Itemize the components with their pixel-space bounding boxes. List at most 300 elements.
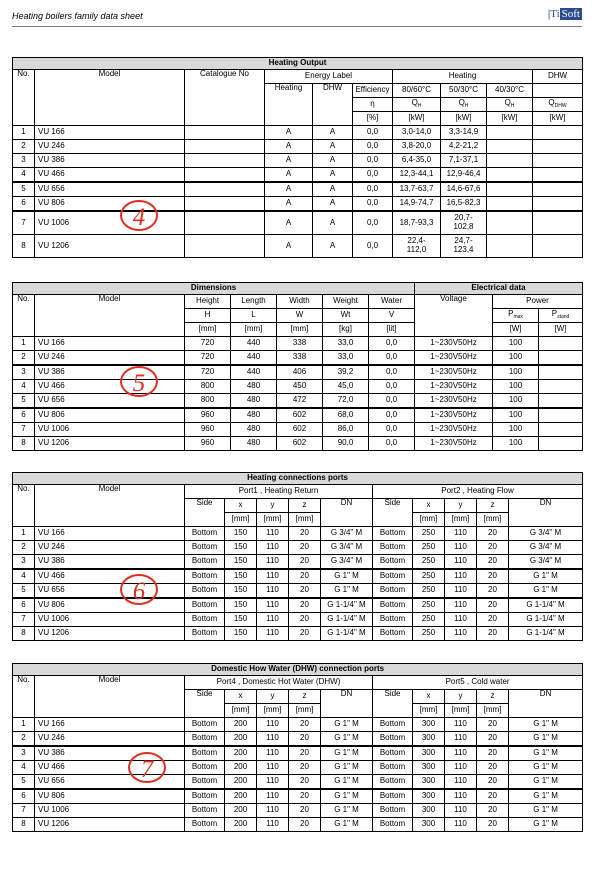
table-cell: 20 [477, 732, 509, 747]
table-cell: 4 [13, 761, 35, 775]
table-cell: 110 [257, 598, 289, 613]
table-cell: 150 [225, 541, 257, 555]
table-cell: 20 [477, 555, 509, 570]
unit-lit: [lit] [369, 323, 415, 337]
table-cell: 7 [13, 423, 35, 437]
table-cell: 39,2 [323, 365, 369, 380]
table-cell: 200 [225, 746, 257, 761]
table-cell: 300 [413, 761, 445, 775]
table-cell: 480 [231, 408, 277, 423]
table-cell: A [313, 182, 353, 197]
table-cell: 110 [445, 761, 477, 775]
table-cell: A [313, 235, 353, 258]
sub-dn: DN [321, 690, 373, 718]
table-cell: VU 806 [35, 197, 185, 212]
table-cell: Bottom [373, 569, 413, 584]
table-cell: 100 [493, 351, 539, 366]
table-cell: 250 [413, 569, 445, 584]
table-cell: 110 [257, 761, 289, 775]
table-cell: 0,0 [369, 337, 415, 351]
table-row [13, 527, 583, 541]
table-cell: 7 [13, 211, 35, 235]
table-cell: 1 [13, 527, 35, 541]
table-cell: 200 [225, 732, 257, 747]
heating-output-title: Heating Output [13, 58, 583, 70]
table-cell: 200 [225, 718, 257, 732]
table-cell: 20 [289, 555, 321, 570]
table-cell: VU 1006 [35, 423, 185, 437]
sub-z: z [289, 499, 321, 513]
table-cell: VU 806 [35, 789, 185, 804]
table-cell: G 1" M [321, 569, 373, 584]
table-cell: 200 [225, 761, 257, 775]
table-row [13, 365, 583, 380]
table-cell: Bottom [185, 718, 225, 732]
table-cell: VU 1006 [35, 804, 185, 818]
sub-z: z [477, 499, 509, 513]
table-cell: 110 [445, 789, 477, 804]
table-row [13, 140, 583, 154]
table-row [13, 761, 583, 775]
table-cell: 4 [13, 380, 35, 394]
table-row [13, 569, 583, 584]
table-row [13, 746, 583, 761]
electrical-title: Electrical data [415, 283, 583, 295]
table-cell: VU 656 [35, 584, 185, 599]
table-cell: 960 [185, 408, 231, 423]
table-cell: Bottom [373, 598, 413, 613]
table-cell: 110 [445, 775, 477, 790]
table-cell: G 1" M [321, 818, 373, 832]
table-cell: 8 [13, 627, 35, 641]
table-row [13, 627, 583, 641]
table-cell: 22,4- 112,0 [393, 235, 441, 258]
table-cell: 406 [277, 365, 323, 380]
unit-mm: [mm] [477, 704, 509, 718]
table-cell: 3,0-14,0 [393, 126, 441, 140]
table-cell: 1~230V50Hz [415, 351, 493, 366]
table-cell: 3 [13, 555, 35, 570]
table-cell: A [313, 168, 353, 183]
table-cell: Bottom [373, 761, 413, 775]
heating-ports-rows [13, 527, 583, 641]
table-cell [185, 154, 265, 168]
table-cell: 0,0 [353, 126, 393, 140]
table-cell [533, 154, 583, 168]
table-cell: Bottom [185, 732, 225, 747]
unit-mm: [mm] [445, 513, 477, 527]
sym-qdhw: $Q_{DHW}$ [533, 98, 583, 112]
table-cell: 200 [225, 804, 257, 818]
table-row [13, 211, 583, 235]
unit-mm: [mm] [445, 704, 477, 718]
table-cell: 20 [289, 761, 321, 775]
col-weight: Weight [323, 295, 369, 309]
table-cell: 5 [13, 775, 35, 790]
table-cell [185, 140, 265, 154]
table-cell: 20 [477, 527, 509, 541]
table-cell: Bottom [185, 627, 225, 641]
table-cell: 20 [289, 527, 321, 541]
table-cell: 20 [289, 598, 321, 613]
table-cell: 0,0 [369, 408, 415, 423]
col-voltage: Voltage [415, 295, 493, 337]
table-cell: 960 [185, 423, 231, 437]
table-cell: Bottom [373, 555, 413, 570]
table-cell: VU 466 [35, 761, 185, 775]
col-heating-group: Heating [393, 70, 533, 84]
col-dhw-group: DHW [533, 70, 583, 84]
table-cell: 1~230V50Hz [415, 408, 493, 423]
table-cell: VU 166 [35, 337, 185, 351]
table-cell: Bottom [185, 527, 225, 541]
col-height: Height [185, 295, 231, 309]
sub-8060: 80/60°C [393, 84, 441, 98]
table-row [13, 555, 583, 570]
col-water: Water [369, 295, 415, 309]
table-cell: Bottom [185, 761, 225, 775]
table-cell: 20 [289, 775, 321, 790]
port4-header: Port4 , Domestic Hot Water (DHW) [185, 676, 373, 690]
table-cell: G 1" M [509, 818, 583, 832]
table-cell: G 1-1/4" M [321, 627, 373, 641]
table-cell: 1 [13, 126, 35, 140]
sub-side: Side [373, 499, 413, 527]
table-cell: 1~230V50Hz [415, 380, 493, 394]
sub-y: y [257, 690, 289, 704]
sym-pmax: $P_{max}$ [493, 309, 539, 323]
table-cell: 110 [445, 613, 477, 627]
table-cell: 602 [277, 408, 323, 423]
table-cell: 450 [277, 380, 323, 394]
table-cell: 20 [477, 541, 509, 555]
table-cell: A [313, 126, 353, 140]
table-cell: 100 [493, 337, 539, 351]
document-title: Heating boilers family data sheet [12, 11, 143, 21]
table-cell: VU 656 [35, 394, 185, 409]
table-cell: 20 [289, 541, 321, 555]
sub-efficiency: Efficiency [353, 84, 393, 98]
table-cell: 110 [445, 569, 477, 584]
table-cell: 1 [13, 718, 35, 732]
sub-side: Side [185, 499, 225, 527]
table-cell [539, 351, 583, 366]
table-cell: A [265, 154, 313, 168]
sub-dn: DN [509, 499, 583, 527]
table-cell: G 3/4" M [321, 527, 373, 541]
table-cell: 20 [289, 613, 321, 627]
table-cell: VU 806 [35, 408, 185, 423]
table-cell: 110 [445, 818, 477, 832]
dimensions-rows [13, 337, 583, 451]
table-cell [533, 211, 583, 235]
table-cell: VU 166 [35, 718, 185, 732]
col-model: Model [35, 485, 185, 527]
table-cell: Bottom [373, 584, 413, 599]
table-cell: 5 [13, 584, 35, 599]
col-no: No. [13, 485, 35, 527]
table-cell: 720 [185, 365, 231, 380]
table-cell: 250 [413, 584, 445, 599]
table-cell: 0,0 [369, 437, 415, 451]
col-no: No. [13, 676, 35, 718]
unit-mm: [mm] [257, 704, 289, 718]
table-cell: 110 [257, 613, 289, 627]
table-cell: VU 1006 [35, 613, 185, 627]
table-cell: 110 [257, 804, 289, 818]
table-cell: Bottom [185, 789, 225, 804]
table-cell: A [313, 197, 353, 212]
table-cell: 2 [13, 351, 35, 366]
table-cell: 150 [225, 555, 257, 570]
table-cell: 14,9-74,7 [393, 197, 441, 212]
col-energy-label: Energy Label [265, 70, 393, 84]
table-cell: 45,0 [323, 380, 369, 394]
table-cell: 8 [13, 818, 35, 832]
sym-qh: $Q_H$ [393, 98, 441, 112]
table-cell: G 1" M [321, 761, 373, 775]
table-cell: 86,0 [323, 423, 369, 437]
table-cell: 480 [231, 437, 277, 451]
table-cell [539, 394, 583, 409]
table-cell: 300 [413, 718, 445, 732]
table-cell: 110 [257, 746, 289, 761]
table-cell [487, 197, 533, 212]
table-row [13, 437, 583, 451]
table-cell: 2 [13, 140, 35, 154]
table-cell: 100 [493, 437, 539, 451]
table-cell: 20 [477, 775, 509, 790]
table-cell: 0,0 [369, 351, 415, 366]
table-cell [487, 126, 533, 140]
table-cell: 110 [257, 541, 289, 555]
table-row [13, 380, 583, 394]
unit-mm: [mm] [225, 704, 257, 718]
table-cell: G 3/4" M [509, 541, 583, 555]
table-cell [185, 182, 265, 197]
table-cell: 20 [477, 584, 509, 599]
table-cell: 2 [13, 732, 35, 747]
table-cell [533, 235, 583, 258]
table-cell: 150 [225, 584, 257, 599]
table-cell: 250 [413, 598, 445, 613]
table-cell: VU 1006 [35, 211, 185, 235]
table-cell: 20 [289, 732, 321, 747]
table-cell: 100 [493, 394, 539, 409]
table-cell: G 1" M [321, 584, 373, 599]
table-row [13, 789, 583, 804]
table-cell: 6 [13, 197, 35, 212]
table-cell: 472 [277, 394, 323, 409]
table-cell: G 1" M [509, 761, 583, 775]
sub-5030: 50/30°C [441, 84, 487, 98]
dhw-ports-rows [13, 718, 583, 832]
table-row [13, 775, 583, 790]
table-cell: 110 [445, 732, 477, 747]
table-cell: Bottom [373, 527, 413, 541]
table-cell: 7 [13, 613, 35, 627]
table-cell: VU 1206 [35, 818, 185, 832]
sub-side: Side [185, 690, 225, 718]
unit-kw: [kW] [393, 112, 441, 126]
table-cell [487, 140, 533, 154]
table-cell: 250 [413, 627, 445, 641]
table-cell: Bottom [373, 627, 413, 641]
dhw-ports-title: Domestic How Water (DHW) connection ports [13, 664, 583, 676]
table-cell: 480 [231, 380, 277, 394]
table-cell: 18,7-93,3 [393, 211, 441, 235]
unit-kw: [kW] [533, 112, 583, 126]
table-cell: 150 [225, 569, 257, 584]
table-cell: 3,3-14,9 [441, 126, 487, 140]
unit-mm: [mm] [231, 323, 277, 337]
table-cell: Bottom [185, 541, 225, 555]
table-cell: 440 [231, 365, 277, 380]
table-row [13, 182, 583, 197]
table-cell [487, 235, 533, 258]
unit-mm: [mm] [289, 513, 321, 527]
table-cell: Bottom [373, 818, 413, 832]
table-cell: VU 166 [35, 126, 185, 140]
table-cell: 100 [493, 423, 539, 437]
table-cell [185, 197, 265, 212]
table-cell: 720 [185, 337, 231, 351]
col-model: Model [35, 70, 185, 126]
sym-h: H [185, 309, 231, 323]
heating-output-rows [13, 126, 583, 258]
table-cell: 0,0 [353, 140, 393, 154]
table-cell: A [313, 211, 353, 235]
table-cell: 20 [289, 584, 321, 599]
table-cell: 13,7-63,7 [393, 182, 441, 197]
table-cell: 110 [257, 627, 289, 641]
table-cell: VU 386 [35, 555, 185, 570]
table-cell: 200 [225, 775, 257, 790]
table-cell: 250 [413, 613, 445, 627]
table-cell: Bottom [373, 775, 413, 790]
table-cell: VU 246 [35, 732, 185, 747]
table-cell: G 1-1/4" M [509, 627, 583, 641]
table-cell [185, 235, 265, 258]
col-width: Width [277, 295, 323, 309]
table-cell: 110 [257, 732, 289, 747]
table-cell: 4,2-21,2 [441, 140, 487, 154]
sub-y: y [257, 499, 289, 513]
table-cell: G 1" M [509, 775, 583, 790]
table-cell [539, 337, 583, 351]
sub-y: y [445, 499, 477, 513]
table-cell: 33,0 [323, 351, 369, 366]
table-cell: 20 [477, 761, 509, 775]
table-cell: 200 [225, 789, 257, 804]
table-cell: 12,9-46,4 [441, 168, 487, 183]
table-cell: Bottom [373, 541, 413, 555]
table-cell: 1~230V50Hz [415, 437, 493, 451]
table-cell: 20 [289, 789, 321, 804]
table-row [13, 598, 583, 613]
table-cell: 480 [231, 423, 277, 437]
heating-output-table [12, 57, 583, 258]
table-cell: 1 [13, 337, 35, 351]
unit-mm: [mm] [289, 704, 321, 718]
table-cell [185, 126, 265, 140]
table-cell: 440 [231, 337, 277, 351]
table-cell: 20 [477, 627, 509, 641]
table-cell: Bottom [185, 555, 225, 570]
table-cell: G 1" M [509, 584, 583, 599]
table-cell: 0,0 [353, 235, 393, 258]
table-cell [539, 437, 583, 451]
table-cell: 110 [445, 746, 477, 761]
table-cell: G 1-1/4" M [321, 598, 373, 613]
table-cell: G 1-1/4" M [509, 598, 583, 613]
port5-header: Port5 , Cold water [373, 676, 583, 690]
table-cell: 1~230V50Hz [415, 394, 493, 409]
page-header [12, 8, 582, 28]
section-marker-5: 5 [120, 366, 158, 397]
table-cell: 12,3-44,1 [393, 168, 441, 183]
table-cell: 2 [13, 541, 35, 555]
table-cell: VU 1206 [35, 235, 185, 258]
unit-kw: [kW] [441, 112, 487, 126]
table-cell: 24,7- 123,4 [441, 235, 487, 258]
table-cell: VU 246 [35, 541, 185, 555]
table-cell: G 1" M [321, 775, 373, 790]
table-cell [487, 154, 533, 168]
sym-v: V [369, 309, 415, 323]
table-cell [533, 182, 583, 197]
table-cell: 150 [225, 627, 257, 641]
sym-qh: $Q_H$ [441, 98, 487, 112]
table-cell: 20 [289, 746, 321, 761]
section-marker-4: 4 [120, 200, 158, 231]
sym-l: L [231, 309, 277, 323]
table-cell: Bottom [185, 569, 225, 584]
table-cell: 20 [477, 569, 509, 584]
unit-w: [W] [539, 323, 583, 337]
table-row [13, 408, 583, 423]
sub-4030: 40/30°C [487, 84, 533, 98]
table-cell: VU 466 [35, 380, 185, 394]
table-cell [533, 140, 583, 154]
table-cell [487, 182, 533, 197]
sub-side: Side [373, 690, 413, 718]
sym-eta: η [353, 98, 393, 112]
table-cell: 300 [413, 818, 445, 832]
table-cell: VU 246 [35, 351, 185, 366]
col-model: Model [35, 295, 185, 337]
sym-pstand: $P_{stand}$ [539, 309, 583, 323]
table-cell: 300 [413, 775, 445, 790]
table-cell [185, 211, 265, 235]
table-cell: 0,0 [353, 168, 393, 183]
table-cell: A [265, 140, 313, 154]
table-cell: 602 [277, 437, 323, 451]
table-cell [185, 168, 265, 183]
table-cell: 20 [289, 718, 321, 732]
table-cell: 720 [185, 351, 231, 366]
table-cell: 150 [225, 598, 257, 613]
table-cell: 20 [477, 804, 509, 818]
table-cell: 1~230V50Hz [415, 337, 493, 351]
table-cell: G 1" M [321, 718, 373, 732]
table-cell [539, 408, 583, 423]
table-cell: A [265, 126, 313, 140]
table-cell: VU 656 [35, 182, 185, 197]
table-cell: 110 [445, 718, 477, 732]
table-cell: Bottom [185, 584, 225, 599]
table-cell: 440 [231, 351, 277, 366]
